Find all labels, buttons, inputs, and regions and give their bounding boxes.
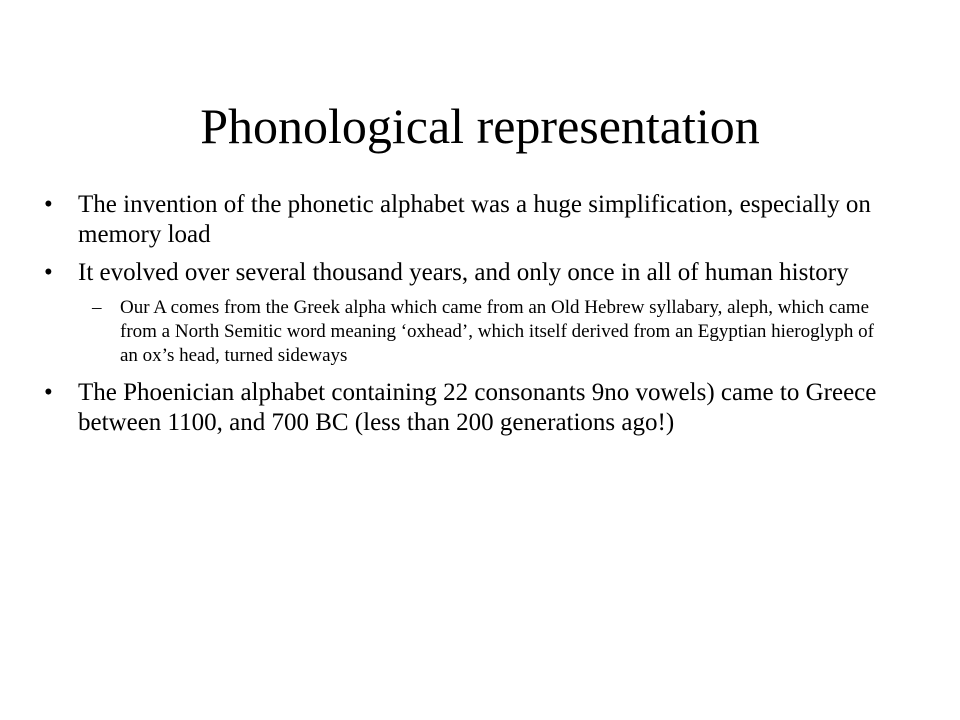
bullet-item (0, 378, 898, 438)
slide-title: Phonological representation (200, 98, 760, 154)
bullet-text: The invention of the phonetic alphabet was a huge simplification, especially on memory load (78, 191, 871, 248)
sub-bullet-marker: – (92, 297, 102, 318)
bullet-list (0, 190, 960, 446)
sub-bullet-text: Our A comes from the Greek alpha which came from an Old Hebrew syllabary, aleph, which came from a North Semitic word meaning ‘oxhead’, which itself derived from an Egyptian hieroglyph of an ox’s head, turned sideways (120, 297, 874, 366)
bullet-marker: • (44, 191, 53, 218)
bullet-item (0, 258, 898, 288)
bullet-text: It evolved over several thousand years, and only once in all of human history (78, 259, 849, 286)
sub-bullet-item (0, 296, 880, 368)
bullet-text: The Phoenician alphabet containing 22 consonants 9no vowels) came to Greece between 1100, and 700 BC (less than 200 generations ago!) (78, 379, 877, 436)
bullet-item (0, 190, 898, 250)
bullet-marker: • (44, 259, 53, 286)
bullet-marker: • (44, 379, 53, 406)
